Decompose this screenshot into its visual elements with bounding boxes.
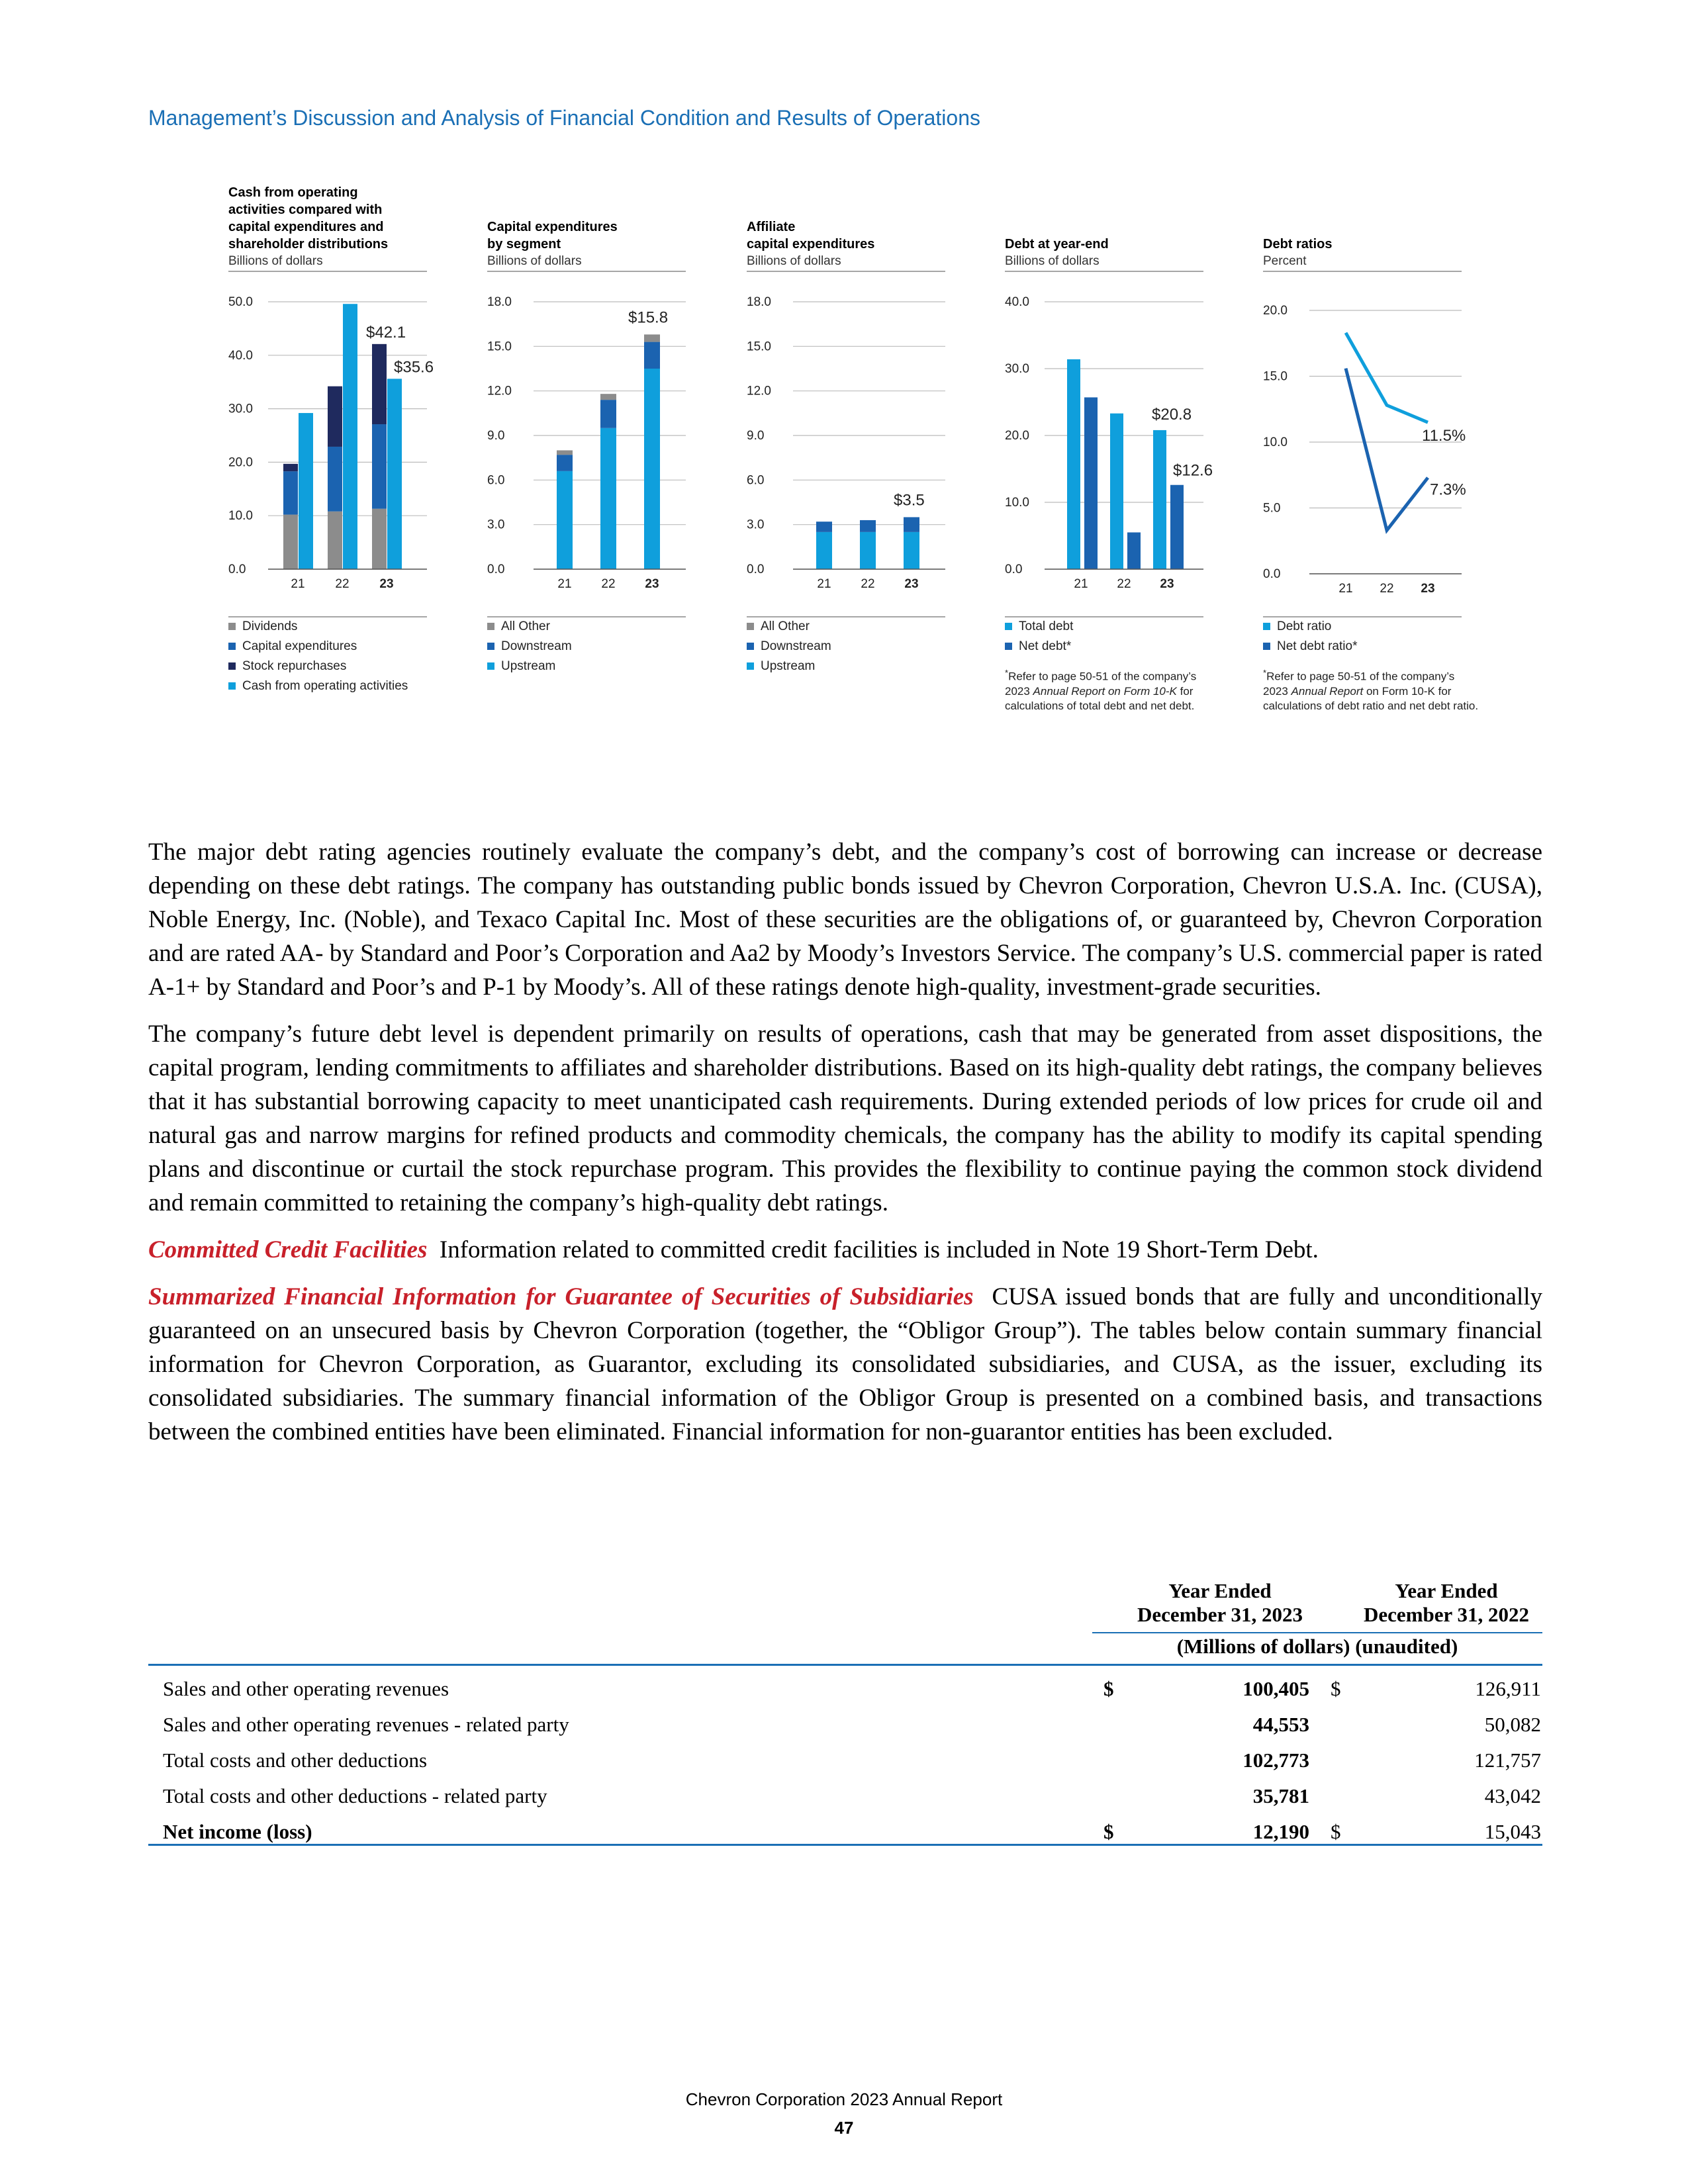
y-tick-label: 6.0 (747, 473, 765, 488)
bar-upstream (904, 532, 919, 569)
bar-stock-repurchases (283, 464, 298, 471)
value-2023: 35,781 (1252, 1784, 1309, 1807)
y-tick-label: 18.0 (487, 295, 512, 309)
chart-title: Debt at year-end Billions of dollars (1005, 237, 1109, 268)
x-tick-label: 22 (1117, 577, 1131, 591)
bar-all-other (557, 450, 573, 455)
chart-legend (1263, 617, 1357, 657)
chart-debt-year-end (1005, 172, 1223, 768)
chart-title: Capital expenditures by segment Billions of dollars (487, 220, 618, 268)
x-tick-label: 22 (861, 577, 875, 591)
bar-all-other (644, 334, 660, 341)
chart-title: Affiliate capital expenditures Billions of dollars (747, 220, 875, 268)
table-row (148, 1706, 1542, 1741)
bar-net-debt- (1170, 485, 1184, 569)
bar-total-debt (1153, 430, 1166, 569)
data-label: $20.8 (1152, 405, 1192, 424)
bar-cash-from-operating-activities (387, 379, 402, 569)
bar-capital-expenditures (328, 447, 342, 512)
currency-symbol: $ (1331, 1677, 1341, 1700)
y-tick-label: 20.0 (228, 455, 253, 470)
y-tick-label: 12.0 (747, 384, 771, 398)
table-row (148, 1813, 1542, 1848)
y-tick-label: 40.0 (1005, 295, 1029, 309)
paragraph: The company’s future debt level is dependent primarily on results of operations, cash that may be generated from asset dispositions, the capital program, lending commitments to affiliates and shareholder distributions. Based on its high-quality debt ratings, the company believes that it has substantial borrowing capacity to meet unanticipated cash requirements. During extended periods of low prices for crude oil and natural gas and narrow margins for refined products and commodity chemicals, the company has the ability to modify its capital spending plans and discontinue or curtail the stock repurchase program. This provides the flexibility to continue paying the common stock dividend and remain committed to retaining the company’s high-quality debt ratings. (148, 1021, 1542, 1216)
y-tick-label: 0.0 (1263, 567, 1281, 581)
x-tick-label: 23 (1421, 582, 1435, 596)
chart-legend (228, 617, 408, 696)
bar-downstream (860, 520, 876, 532)
x-tick-label: 22 (335, 577, 350, 591)
paragraph: The major debt rating agencies routinely evaluate the company’s debt, and the company’s cost of borrowing can increase or decrease depending on these debt ratings. The company has outstanding public bonds issued by Chevron Corporation, Chevron U.S.A. Inc. (CUSA), Noble Energy, Inc. (Noble), and Texaco Capital Inc. Most of these securities are the obligations of, or guaranteed by, Chevron Corporation and are rated AA- by Standard and Poor’s Corporation and Aa2 by Moody’s Investors Service. The company’s U.S. commercial paper is rated A-1+ by Standard and Poor’s and P-1 by Moody’s. All of these ratings denote high-quality, investment-grade securities. (148, 839, 1542, 1001)
data-label: $3.5 (894, 491, 925, 510)
bar-downstream (600, 400, 616, 428)
paragraph-credit-facilities: Committed Credit Facilities Information related to committed credit facilities is included in Note 19 Short-Term Debt. (148, 1236, 1319, 1263)
x-tick-label: 21 (557, 577, 572, 591)
paragraph-guarantee: Summarized Financial Information for Guarantee of Securities of Subsidiaries CUSA issued bonds that are fully and unconditionally guaranteed on an unsecured basis by Chevron Corporation (together, the “Obligor Group”). The tables below contain summary financial information for Chevron Corporation, as Guarantor, excluding its consolidated subsidiaries, and CUSA, as the issuer, excluding its consolidated subsidiaries. The summary financial information of the Obligor Group is presented on a combined basis, and transactions between the combined entities have been eliminated. Financial information for non-guarantor entities has been excluded. (148, 1283, 1543, 1445)
bar-dividends (328, 512, 342, 569)
bar-upstream (816, 532, 832, 569)
row-label: Sales and other operating revenues (163, 1677, 449, 1700)
data-label: $35.6 (394, 358, 434, 377)
row-label: Net income (loss) (163, 1820, 312, 1843)
row-label: Total costs and other deductions - related party (163, 1784, 547, 1807)
column-header-2023: Year Ended December 31, 2023 (1137, 1579, 1303, 1626)
legend-item: Dividends (228, 617, 408, 637)
chart-plot (1005, 172, 1213, 596)
line-debt-ratio (1346, 333, 1428, 422)
y-tick-label: 9.0 (747, 429, 765, 443)
chart-title: Debt ratios Percent (1263, 237, 1333, 268)
bar-total-debt (1067, 359, 1080, 569)
x-tick-label: 23 (904, 577, 919, 591)
legend-item: Debt ratio (1263, 617, 1357, 637)
value-2023: 12,190 (1252, 1820, 1309, 1843)
bar-capital-expenditures (372, 424, 387, 509)
chart-cash-from-operations (228, 172, 447, 768)
value-2022: 43,042 (1484, 1784, 1541, 1807)
y-tick-label: 10.0 (228, 509, 253, 523)
bar-cash-from-operating-activities (299, 413, 313, 569)
bar-dividends (372, 509, 387, 569)
column-header-2022: Year Ended December 31, 2022 (1364, 1579, 1529, 1626)
bar-stock-repurchases (328, 387, 342, 447)
y-tick-label: 15.0 (1263, 369, 1288, 384)
bar-net-debt- (1084, 397, 1098, 569)
legend-item: Downstream (487, 637, 572, 657)
row-label: Total costs and other deductions (163, 1749, 428, 1772)
chart-legend (747, 617, 831, 676)
bar-downstream (644, 342, 660, 369)
y-tick-label: 15.0 (487, 340, 512, 354)
y-tick-label: 0.0 (747, 563, 765, 576)
data-label: 11.5% (1422, 427, 1466, 445)
page-number: 47 (834, 2118, 854, 2138)
chart-title: Cash from operating activities compared with capital expenditures and shareholder distributions Billions of dollars (228, 185, 389, 268)
data-label: 7.3% (1430, 480, 1466, 499)
bar-downstream (904, 517, 919, 531)
y-tick-label: 9.0 (487, 429, 505, 443)
bar-all-other (600, 394, 616, 400)
y-tick-label: 6.0 (487, 473, 505, 488)
y-tick-label: 10.0 (1263, 435, 1288, 449)
body-text (148, 835, 1542, 1462)
bar-stock-repurchases (372, 344, 387, 424)
legend-item: Downstream (747, 637, 831, 657)
chart-debt-ratios (1263, 172, 1481, 768)
y-tick-label: 40.0 (228, 348, 253, 363)
bar-downstream (816, 522, 832, 532)
value-2023: 100,405 (1243, 1677, 1309, 1700)
y-tick-label: 12.0 (487, 384, 512, 398)
data-label: $15.8 (628, 308, 669, 327)
chart-plot (487, 172, 686, 596)
legend-item: Capital expenditures (228, 637, 408, 657)
chart-legend (1005, 617, 1073, 657)
y-tick-label: 20.0 (1005, 429, 1029, 443)
bar-upstream (557, 471, 573, 569)
legend-item: Upstream (487, 657, 572, 676)
y-tick-label: 0.0 (228, 563, 246, 576)
chart-plot (747, 172, 945, 596)
legend-item: All Other (747, 617, 831, 637)
data-label: $42.1 (366, 323, 406, 341)
table-row (148, 1742, 1542, 1776)
legend-item: Net debt ratio* (1263, 637, 1357, 657)
value-2023: 44,553 (1252, 1713, 1309, 1736)
y-tick-label: 18.0 (747, 295, 771, 309)
y-tick-label: 0.0 (487, 563, 505, 576)
y-tick-label: 50.0 (228, 295, 253, 309)
bar-upstream (860, 532, 876, 569)
chart-legend (487, 617, 572, 676)
chart-footnote: *Refer to page 50-51 of the company’s 2023 Annual Report on Form 10-K for calculations of total debt and net debt. (1005, 668, 1197, 712)
table-row (148, 1778, 1542, 1812)
y-tick-label: 3.0 (747, 518, 765, 532)
bar-total-debt (1110, 414, 1123, 569)
chart-affiliate-capex (747, 172, 965, 768)
y-tick-label: 0.0 (1005, 563, 1023, 576)
x-tick-label: 23 (645, 577, 659, 591)
y-tick-label: 5.0 (1263, 501, 1281, 516)
x-tick-label: 21 (817, 577, 831, 591)
x-tick-label: 22 (1380, 582, 1394, 596)
currency-symbol: $ (1103, 1677, 1114, 1700)
chart-footnote: *Refer to page 50-51 of the company’s 2023 Annual Report on Form 10-K for calculations of debt ratio and net debt ratio. (1263, 668, 1479, 712)
x-tick-label: 23 (1160, 577, 1174, 591)
page-header: Management’s Discussion and Analysis of Financial Condition and Results of Operations (148, 106, 980, 130)
y-tick-label: 15.0 (747, 340, 771, 354)
y-tick-label: 10.0 (1005, 496, 1029, 510)
y-tick-label: 30.0 (228, 402, 253, 416)
value-2022: 15,043 (1484, 1820, 1541, 1843)
section-heading: Committed Credit Facilities (148, 1236, 428, 1263)
x-tick-label: 21 (291, 577, 305, 591)
value-2022: 121,757 (1474, 1749, 1541, 1772)
bar-net-debt- (1127, 532, 1141, 569)
row-label: Sales and other operating revenues - related party (163, 1713, 569, 1736)
chart-capex-by-segment (487, 172, 706, 768)
bar-upstream (600, 428, 616, 569)
currency-symbol: $ (1103, 1820, 1114, 1843)
legend-item: Cash from operating activities (228, 676, 408, 696)
y-tick-label: 3.0 (487, 518, 505, 532)
table-row (148, 1670, 1542, 1705)
bar-downstream (557, 455, 573, 471)
line-net-debt-ratio- (1346, 369, 1428, 531)
x-tick-label: 21 (1338, 582, 1353, 596)
section-heading: Summarized Financial Information for Guarantee of Securities of Subsidiaries (148, 1283, 974, 1310)
x-tick-label: 23 (379, 577, 394, 591)
legend-item: Total debt (1005, 617, 1073, 637)
x-tick-label: 22 (601, 577, 616, 591)
bar-capital-expenditures (283, 471, 298, 514)
value-2022: 50,082 (1484, 1713, 1541, 1736)
legend-item: Stock repurchases (228, 657, 408, 676)
bar-dividends (283, 515, 298, 569)
legend-item: All Other (487, 617, 572, 637)
legend-item: Net debt* (1005, 637, 1073, 657)
bar-upstream (644, 369, 660, 569)
chart-plot (228, 172, 434, 596)
value-2023: 102,773 (1243, 1749, 1309, 1772)
bar-cash-from-operating-activities (343, 304, 357, 569)
currency-symbol: $ (1331, 1820, 1341, 1843)
data-label: $12.6 (1173, 461, 1213, 480)
legend-item: Upstream (747, 657, 831, 676)
x-tick-label: 21 (1074, 577, 1088, 591)
y-tick-label: 20.0 (1263, 304, 1288, 318)
value-2022: 126,911 (1475, 1677, 1541, 1700)
footer-report-name: Chevron Corporation 2023 Annual Report (685, 2089, 1003, 2109)
y-tick-label: 30.0 (1005, 362, 1029, 376)
chart-plot (1263, 172, 1466, 596)
table-units: (Millions of dollars) (unaudited) (1176, 1635, 1458, 1658)
